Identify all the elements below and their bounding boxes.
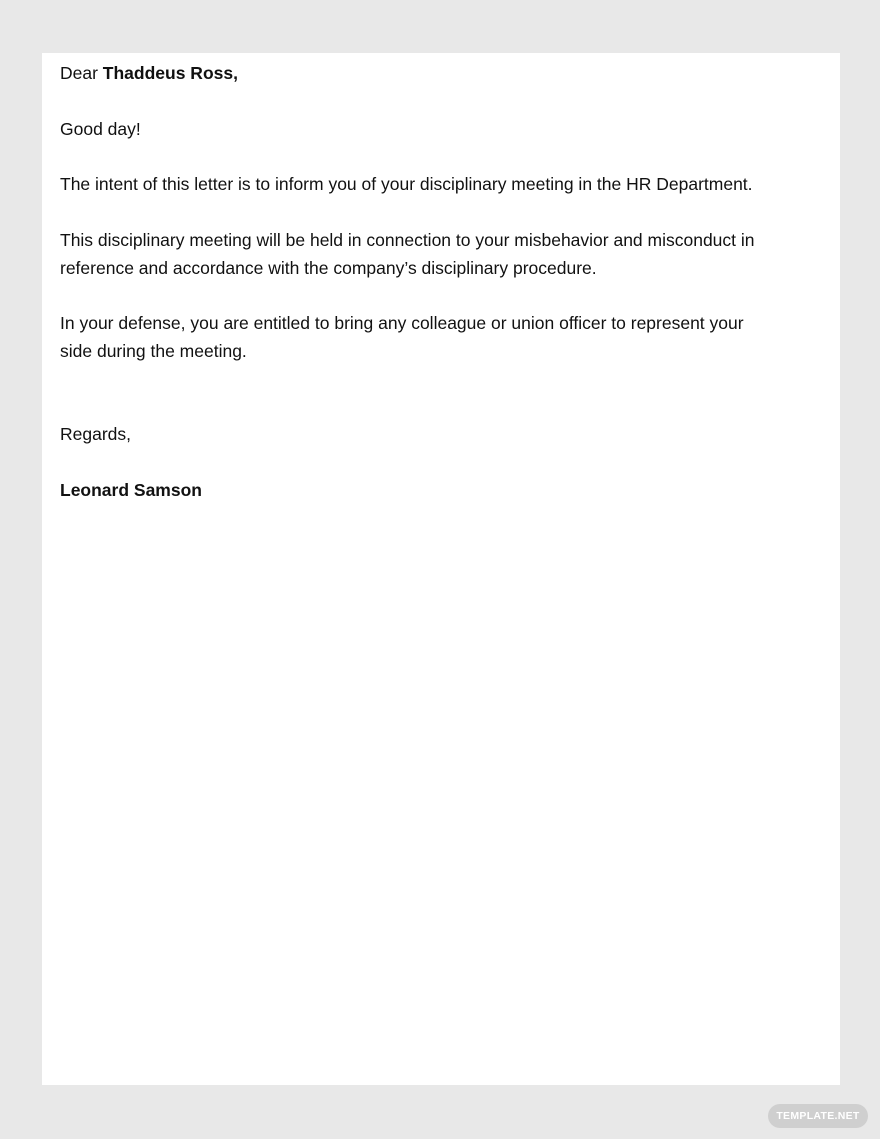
- letter-page: [42, 53, 840, 1085]
- paragraph-3-line-2: side during the meeting.: [60, 341, 247, 361]
- salutation: [60, 62, 238, 84]
- paragraph-1-line-1: The intent of this letter is to inform you of your disciplinary meeting in the HR Department.: [60, 174, 753, 194]
- salutation-prefix: Dear: [60, 63, 103, 83]
- recipient-name: Thaddeus Ross,: [102, 63, 238, 83]
- paragraph-2-line-1: This disciplinary meeting will be held in connection to your misbehavior and misconduct in: [60, 230, 755, 250]
- closing: Regards,: [60, 424, 132, 444]
- greeting: Good day!: [60, 119, 141, 139]
- template-net-watermark: [768, 1104, 868, 1128]
- paragraph-2-line-2: reference and accordance with the company’s disciplinary procedure.: [60, 258, 597, 278]
- paragraph-3-line-1: In your defense, you are entitled to bring any colleague or union officer to represent your: [60, 313, 744, 333]
- signature: Leonard Samson: [60, 480, 202, 500]
- watermark-text: TEMPLATE.NET: [776, 1110, 860, 1122]
